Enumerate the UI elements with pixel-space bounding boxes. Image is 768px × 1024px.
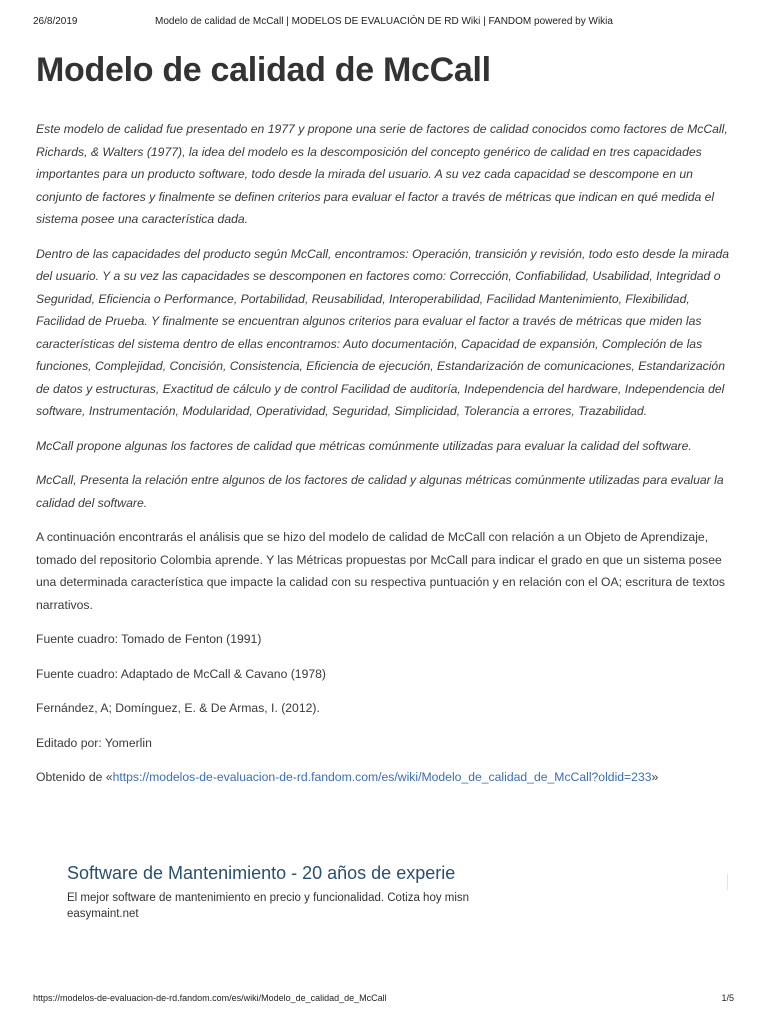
obtained-from — [36, 766, 730, 789]
ad-description: El mejor software de mantenimiento en precio y funcionalidad. Cotiza hoy misn — [67, 892, 470, 904]
reference-fernandez: Fernández, A; Domínguez, E. & De Armas, I. (2012). — [36, 701, 320, 715]
print-page-title: Modelo de calidad de McCall | MODELOS DE EVALUACIÓN DE RD Wiki | FANDOM powered by Wikia — [155, 16, 613, 27]
ad-domain[interactable]: easymaint.net — [67, 908, 139, 920]
obtained-suffix: » — [651, 770, 659, 784]
edited-by: Editado por: Yomerlin — [36, 735, 152, 750]
advertisement[interactable] — [67, 860, 507, 922]
page-title: Modelo de calidad de McCall — [36, 51, 491, 89]
paragraph-relation: McCall, Presenta la relación entre algunos de los factores de calidad y algunas métricas comúnmente utilizadas para evaluar la calidad del software. — [36, 473, 724, 510]
obtained-link[interactable]: https://modelos-de-evaluacion-de-rd.fandom.com/es/wiki/Modelo_de_calidad_de_McCall?oldid=233 — [112, 770, 652, 784]
paragraph-intro: Este modelo de calidad fue presentado en 1977 y propone una serie de factores de calidad conocidos como factores de McCall, Richards, & Walters (1977), la idea del modelo es la descomposición del concepto genérico de calidad en tres capacidades importantes para un producto software, todo desde la mirada del usuario. A su vez cada capacidad se descompone en un conjunto de factores y finalmente se definen criterios para evaluar el factor a través de métricas que indican en qué medida el sistema posee una característica dada. — [36, 122, 728, 226]
article — [36, 44, 730, 801]
source-mccall-cavano: Fuente cuadro: Adaptado de McCall & Cavano (1978) — [36, 666, 326, 681]
paragraph-analysis: A continuación encontrarás el análisis que se hizo del modelo de calidad de McCall con relación a un Objeto de Aprendizaje, tomado del repositorio Colombia aprende. Y las Métricas propuestas por McCall para indicar el grado en que un sistema posee una determinada característica que impacte la calidad con su respectiva puntuación y en relación con el OA; escritura de textos narrativos. — [36, 530, 725, 612]
ad-divider — [727, 874, 728, 890]
ad-title[interactable]: Software de Mantenimiento - 20 años de experie — [67, 863, 456, 883]
paragraph-factors: McCall propone algunas los factores de calidad que métricas comúnmente utilizadas para evaluar la calidad del software. — [36, 438, 692, 453]
print-date: 26/8/2019 — [33, 16, 78, 27]
paragraph-capacities: Dentro de las capacidades del producto según McCall, encontramos: Operación, transición y revisión, todo esto desde la mirada del usuario. Y a su vez las capacidades se descomponen en factores como: Corrección, Confiabilidad, Usabilidad, Integridad o Seguridad, Eficiencia o Performance, Portabilidad, Reusabilidad, Interoperabilidad, Facilidad Mantenimiento, Flexibilidad, Facilidad de Prueba. Y finalmente se encuentran algunos criterios para evaluar el factor a través de métricas que miden las características del sistema dentro de ellas encontramos: Auto documentación, Capacidad de expansión, Compleción de las funciones, Complejidad, Concisión, Consistencia, Eficiencia de ejecución, Estandarización de comunicaciones, Estandarización de datos y estructuras, Exactitud de cálculo y de control Facilidad de auditoría, Independencia del hardware, Independencia del software, Instrumentación, Modularidad, Operatividad, Seguridad, Simplicidad, Tolerancia a errores, Trazabilidad. — [36, 246, 730, 418]
source-fenton: Fuente cuadro: Tomado de Fenton (1991) — [36, 632, 262, 646]
obtained-prefix: Obtenido de « — [36, 770, 113, 784]
page-number: 1/5 — [721, 993, 734, 1003]
print-header — [0, 16, 768, 30]
print-url: https://modelos-de-evaluacion-de-rd.fandom.com/es/wiki/Modelo_de_calidad_de_McCall — [33, 993, 387, 1003]
